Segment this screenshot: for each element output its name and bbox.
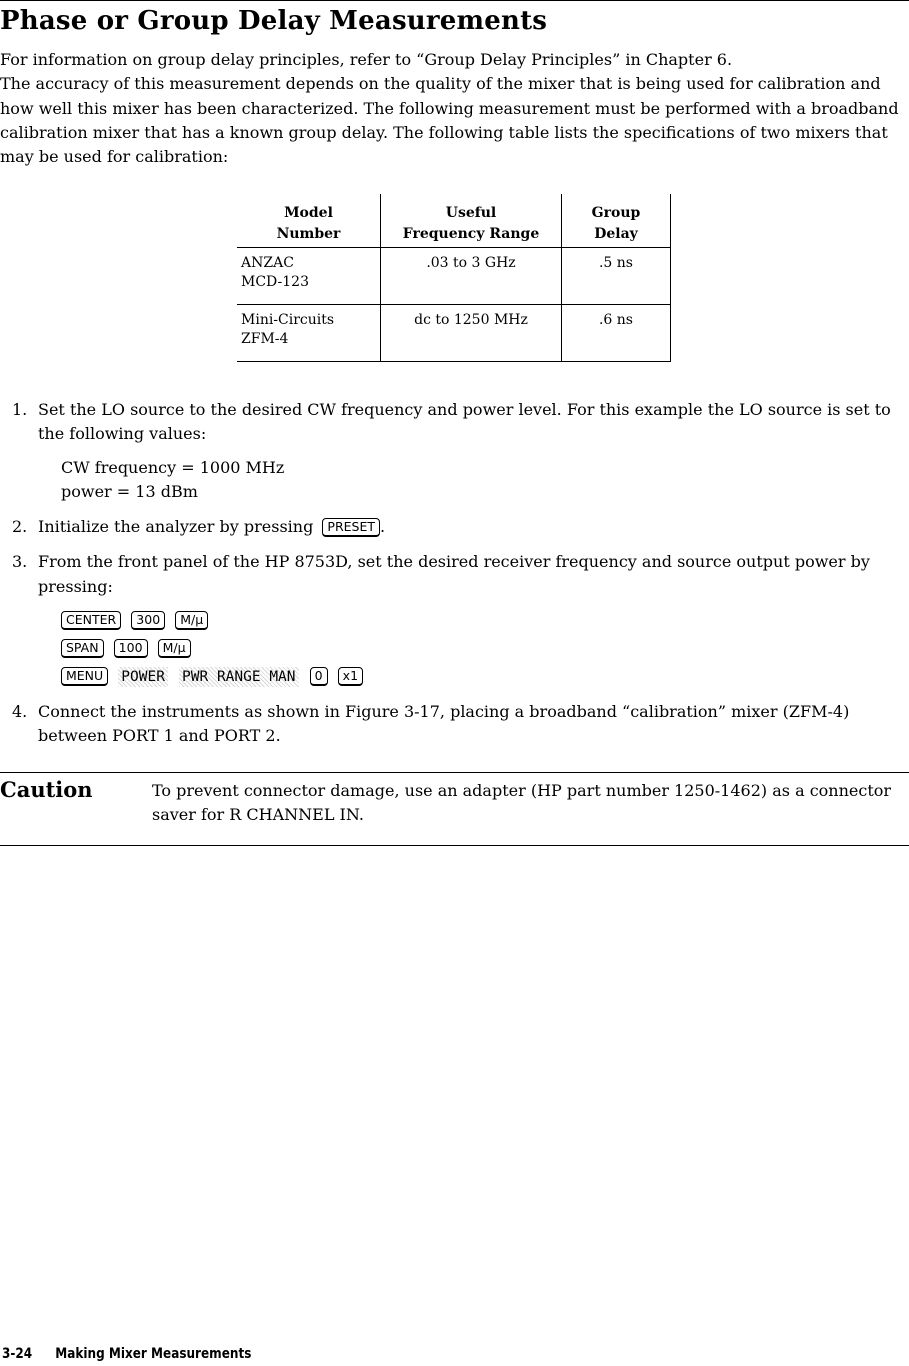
mega-micro-key[interactable]: M/μ — [175, 611, 208, 630]
caution-text: To prevent connector damage, use an adapter (HP part number 1250-1462) as a connector saver for R CHANNEL IN. — [152, 781, 892, 825]
header-group-delay: Group Delay — [562, 194, 671, 248]
page-number: 3-24 — [2, 1346, 33, 1362]
step-number: 2. — [12, 517, 28, 537]
key-line-power — [38, 663, 905, 689]
page-title: Phase or Group Delay Measurements — [0, 6, 548, 36]
span-key[interactable]: SPAN — [61, 639, 104, 658]
step-2 — [0, 515, 905, 539]
pwr-range-man-softkey[interactable]: PWR RANGE MAN — [179, 667, 299, 687]
header-frequency-range: Useful Frequency Range — [381, 194, 562, 248]
step-number: 3. — [12, 552, 28, 572]
cw-frequency-value: CW frequency = 1000 MHz — [61, 457, 285, 477]
center-key[interactable]: CENTER — [61, 611, 121, 630]
menu-key[interactable]: MENU — [61, 667, 108, 686]
preset-key[interactable]: PRESET — [322, 518, 380, 537]
section-title: Making Mixer Measurements — [55, 1346, 252, 1362]
digit-300-key[interactable]: 300 — [131, 611, 165, 630]
intro-text — [0, 48, 905, 169]
step-text: From the front panel of the HP 8753D, set the desired receiver frequency and source output power by pressing: — [38, 552, 870, 596]
step-number: 4. — [12, 702, 28, 722]
digit-100-key[interactable]: 100 — [114, 639, 148, 658]
mixer-spec-table — [237, 194, 671, 362]
header-model-number: Model Number — [237, 194, 381, 248]
cell-delay: .6 ns — [562, 305, 671, 362]
top-rule — [0, 0, 909, 1]
intro-paragraph-2: The accuracy of this measurement depends on the quality of the mixer that is being used for calibration and how well this mixer has been characterized. The following measurement must be performed with a broadband calibration mixer that has a known group delay. The following table lists the specifications of two mixers that may be used for calibration: — [0, 74, 899, 167]
x1-key[interactable]: x1 — [338, 667, 363, 686]
cell-delay: .5 ns — [562, 248, 671, 305]
key-line-center — [38, 607, 905, 633]
step-text: Connect the instruments as shown in Figure 3-17, placing a broadband “calibration” mixer (ZFM-4) between PORT 1 and PORT 2. — [38, 702, 850, 746]
step-4 — [0, 700, 905, 749]
table-header-row — [237, 194, 671, 248]
page-footer — [2, 1346, 251, 1362]
cell-range: .03 to 3 GHz — [381, 248, 562, 305]
key-sequence — [38, 607, 905, 689]
step-1 — [0, 398, 905, 504]
key-line-span — [38, 635, 905, 661]
table-row — [237, 305, 671, 362]
cell-model: ANZAC MCD-123 — [237, 248, 381, 305]
cell-model: Mini-Circuits ZFM-4 — [237, 305, 381, 362]
caution-box — [0, 772, 909, 846]
step-text: Initialize the analyzer by pressing — [38, 517, 314, 537]
step-number: 1. — [12, 400, 28, 419]
step-text-end: . — [380, 517, 386, 537]
digit-0-key[interactable]: 0 — [310, 667, 328, 686]
power-softkey[interactable]: POWER — [118, 667, 168, 687]
step-3 — [0, 550, 905, 689]
procedure-steps — [0, 398, 905, 760]
step-text: Set the LO source to the desired CW frequency and power level. For this example the LO source is set to the following values: — [38, 400, 891, 444]
cell-range: dc to 1250 MHz — [381, 305, 562, 362]
mega-micro-key[interactable]: M/μ — [158, 639, 191, 658]
power-value: power = 13 dBm — [61, 481, 198, 501]
caution-label: Caution — [0, 777, 93, 802]
table-row — [237, 248, 671, 305]
intro-paragraph-1: For information on group delay principles, refer to “Group Delay Principles” in Chapter 6. — [0, 50, 733, 69]
lo-settings — [38, 456, 905, 505]
